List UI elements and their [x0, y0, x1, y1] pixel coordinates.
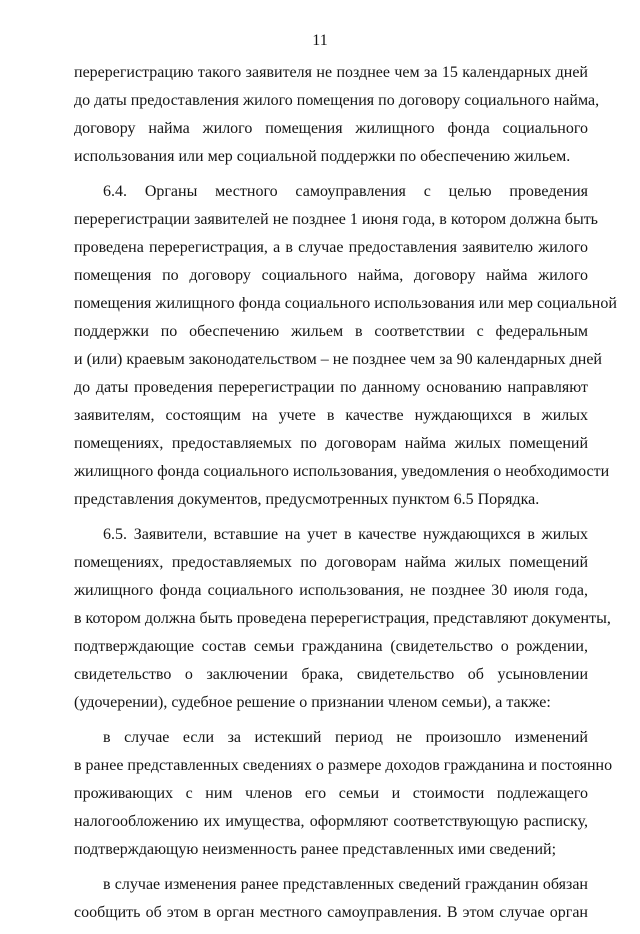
- text-line: 6.4. Органы местного самоуправления с целью проведения: [103, 183, 588, 200]
- paragraph-changes-case: [74, 871, 588, 927]
- page-number: 11: [312, 32, 328, 49]
- text-line: перерегистрацию такого заявителя не позднее чем за 15 календарных дней: [74, 64, 588, 81]
- text-line: проживающих с ним членов его семьи и стоимости подлежащего: [74, 785, 588, 802]
- text-line: в ранее представленных сведениях о размере доходов гражданина и постоянно: [74, 757, 613, 774]
- text-line: использования или мер социальной поддержки по обеспечению жильем.: [74, 148, 571, 165]
- text-line: и (или) краевым законодательством – не позднее чем за 90 календарных дней: [74, 351, 602, 368]
- text-line: поддержки по обеспечению жильем в соответствии с федеральным: [74, 323, 588, 340]
- text-line: помещения по договору социального найма, договору найма жилого: [74, 267, 588, 284]
- text-line: проведена перерегистрация, а в случае предоставления заявителю жилого: [74, 239, 588, 256]
- text-line: заявителям, состоящим на учете в качестве нуждающихся в жилых: [74, 407, 588, 424]
- paragraph-6-4: [74, 178, 617, 514]
- text-line: жилищного фонда социального использования, не позднее 30 июля года,: [74, 582, 588, 599]
- text-line: свидетельство о заключении брака, свидетельство об усыновлении: [74, 666, 588, 683]
- document-body: [74, 59, 617, 934]
- text-line: подтверждающие состав семьи гражданина (свидетельство о рождении,: [74, 638, 588, 655]
- text-line: сообщить об этом в орган местного самоуправления. В этом случае орган: [74, 904, 588, 921]
- text-line: до даты предоставления жилого помещения по договору социального найма,: [74, 92, 600, 109]
- paragraph-continuation: [74, 59, 600, 171]
- text-line: подтверждающую неизменность ранее представленных ими сведений;: [74, 841, 557, 858]
- text-line: в случае если за истекший период не произошло изменений: [103, 729, 588, 746]
- text-line: помещениях, предоставляемых по договорам найма жилых помещений: [74, 554, 588, 571]
- text-line: (удочерении), судебное решение о признании членом семьи), а также:: [74, 694, 551, 711]
- text-line: налогообложению их имущества, оформляют соответствующую расписку,: [74, 813, 588, 830]
- text-line: в случае изменения ранее представленных сведений гражданин обязан: [103, 876, 588, 893]
- text-line: перерегистрации заявителей не позднее 1 июня года, в котором должна быть: [74, 211, 598, 228]
- text-line: жилищного фонда социального использования, уведомления о необходимости: [74, 463, 610, 480]
- text-line: до даты проведения перерегистрации по данному основанию направляют: [74, 379, 588, 396]
- text-line: 6.5. Заявители, вставшие на учет в качестве нуждающихся в жилых: [103, 526, 588, 543]
- text-line: представления документов, предусмотренных пунктом 6.5 Порядка.: [74, 491, 540, 508]
- text-line: в котором должна быть проведена перерегистрация, представляют документы,: [74, 610, 611, 627]
- text-line: помещения жилищного фонда социального использования или мер социальной: [74, 295, 617, 312]
- paragraph-6-5: [74, 521, 611, 717]
- paragraph-no-changes-case: [74, 724, 613, 864]
- text-line: договору найма жилого помещения жилищного фонда социального: [74, 120, 588, 137]
- text-line: помещениях, предоставляемых по договорам найма жилых помещений: [74, 435, 588, 452]
